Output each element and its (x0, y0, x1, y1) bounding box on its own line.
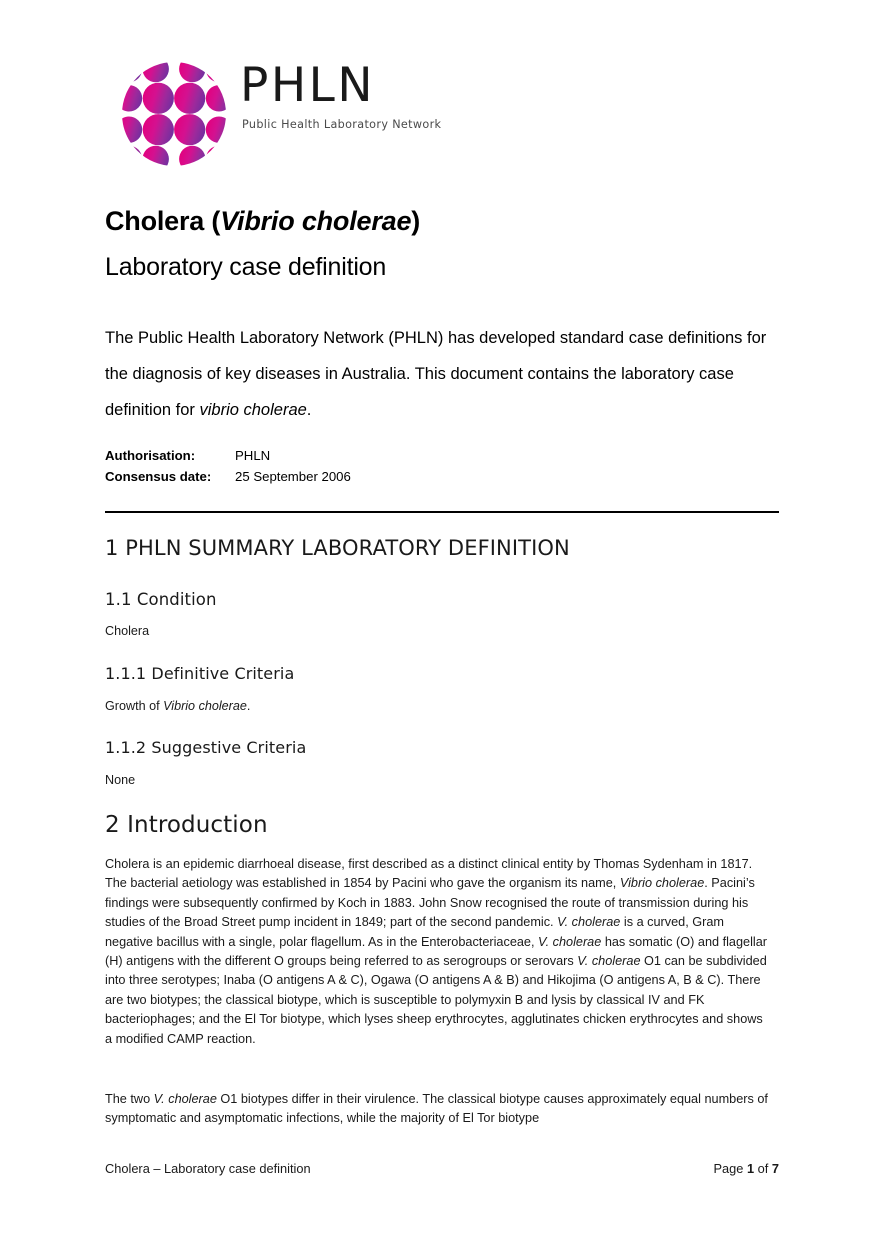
phln-wordmark: PHLN (240, 58, 376, 113)
paragraph-intro-2: The two V. cholerae O1 biotypes differ in their virulence. The classical biotype causes approximately equal numbers of symptomatic and asymptomatic infections, while the majority of El Tor biotype (105, 1092, 768, 1126)
body-section-1-1-1: Growth of Vibrio cholerae. (105, 699, 251, 713)
phln-logo (118, 58, 448, 170)
italic-term: V. cholerae (577, 954, 641, 969)
italic-term: Vibrio cholerae (163, 699, 247, 713)
italic-term: V. cholerae (153, 1092, 217, 1106)
phln-tagline: Public Health Laboratory Network (242, 118, 442, 131)
footer-page-middle: of (754, 1161, 772, 1176)
metadata-row-authorisation (105, 445, 605, 466)
page-title (105, 206, 420, 237)
footer-page-prefix: Page (713, 1161, 747, 1176)
phln-logo-text (240, 58, 450, 131)
document-metadata (105, 445, 605, 487)
body-section-1-1: Cholera (105, 624, 150, 638)
metadata-row-consensus-date (105, 466, 605, 487)
paragraph-intro-1: Cholera is an epidemic diarrhoeal disease, first described as a distinct clinical entity by Thomas Sydenham in 1817. The bacterial aetiology was established in 1854 by Pacini who gave the organism its name, Vibrio cholerae. Pacini’s findings were subsequently confirmed by Koch in 1883. John Snow recognised the route of transmission during his studies of the Broad Street pump incident in 1849; part of the second pandemic. V. cholerae is a curved, Gram negative bacillus with a single, polar flagellum. As in the Enterobacteriaceae, V. cholerae has somatic (O) and flagellar (H) antigens with the different O groups being referred to as serogroups or serovars V. cholerae O1 can be subdivided into three serotypes; Inaba (O antigens A & C), Ogawa (O antigens A & B) and Hikojima (O antigens A, B & C). There are two biotypes; the classical biotype, which is susceptible to polymyxin B and lysis by classical IV and FK bacteriophages; and the El Tor biotype, which lyses sheep erythrocytes, agglutinates chicken erythrocytes and shows a modified CAMP reaction. (105, 857, 768, 1046)
authorisation-value: PHLN (235, 448, 271, 463)
heading-section-1-1-2: 1.1.2 Suggestive Criteria (105, 738, 307, 757)
page-footer (105, 1161, 779, 1176)
footer-total-pages: 7 (771, 1161, 779, 1176)
footer-document-title: Cholera – Laboratory case definition (105, 1161, 311, 1176)
italic-term: vibrio cholerae (199, 401, 307, 419)
page-title-species: Vibrio cholerae (220, 206, 412, 236)
page-title-prefix: Cholera ( (105, 206, 221, 236)
heading-section-2: 2 Introduction (105, 812, 268, 838)
page-title-suffix: ) (411, 206, 421, 236)
body-section-1-1-2: None (105, 773, 136, 787)
phln-logo-mark-icon (118, 58, 230, 170)
page-subtitle: Laboratory case definition (105, 253, 387, 281)
authorisation-label: Authorisation: (105, 448, 196, 463)
footer-page-number (714, 1161, 780, 1176)
heading-section-1-1-1: 1.1.1 Definitive Criteria (105, 664, 295, 683)
italic-term: V. cholerae (538, 934, 602, 949)
consensus-date-value: 25 September 2006 (235, 469, 351, 484)
consensus-date-label: Consensus date: (105, 469, 212, 484)
heading-section-1: 1 PHLN SUMMARY LABORATORY DEFINITION (105, 536, 570, 560)
intro-paragraph: The Public Health Laboratory Network (PHLN) has developed standard case definitions for the diagnosis of key diseases in Australia. This document contains the laboratory case definition for vibrio cholerae. (105, 329, 767, 419)
heading-section-1-1: 1.1 Condition (105, 590, 217, 609)
italic-term: V. cholerae (557, 915, 621, 930)
italic-term: Vibrio cholerae (619, 876, 705, 891)
footer-current-page: 1 (746, 1161, 755, 1176)
header-divider (105, 511, 779, 513)
